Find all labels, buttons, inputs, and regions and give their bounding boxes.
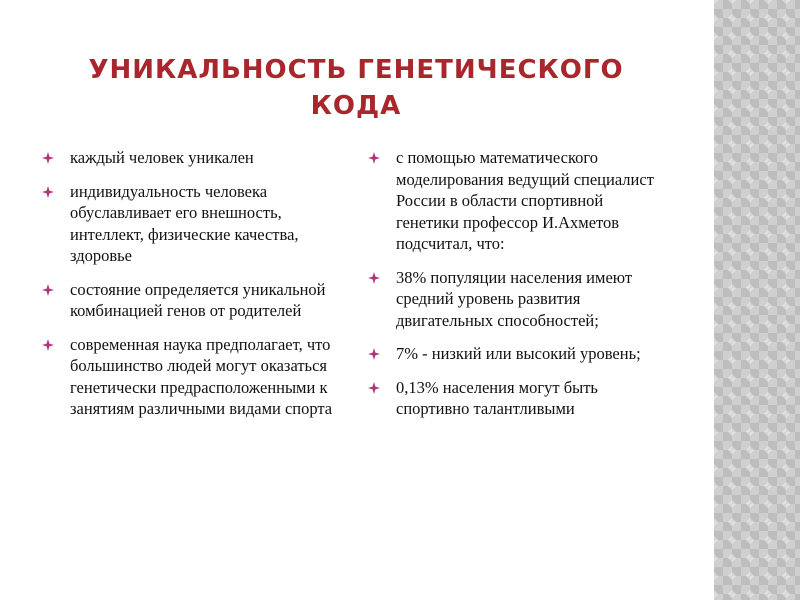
list-item-text: состояние определяется уникальной комбинацией генов от родителей xyxy=(70,279,326,320)
diamond-bullet-icon xyxy=(368,382,380,394)
list-item-text: 0,13% населения могут быть спортивно талантливыми xyxy=(396,377,598,418)
decorative-side-pattern xyxy=(714,0,800,600)
slide-title: УНИКАЛЬНОСТЬ ГЕНЕТИЧЕСКОГО КОДА xyxy=(88,55,624,121)
diamond-bullet-icon xyxy=(42,186,54,198)
diamond-bullet-icon xyxy=(42,152,54,164)
list-item xyxy=(368,267,668,332)
list-item-text: 38% популяции населения имеют средний уровень развития двигательных способностей; xyxy=(396,267,633,330)
list-item xyxy=(42,147,347,169)
diamond-bullet-icon xyxy=(368,152,380,164)
diamond-bullet-icon xyxy=(368,272,380,284)
list-item-text: современная наука предполагает, что большинство людей могут оказаться генетически предрасположенными к занятиям различными видами спорта xyxy=(70,334,333,418)
right-bullet-list xyxy=(368,147,668,432)
diamond-bullet-icon xyxy=(368,348,380,360)
list-item-text: 7% - низкий или высокий уровень; xyxy=(396,344,641,363)
list-item xyxy=(368,343,668,365)
diamond-bullet-icon xyxy=(42,339,54,351)
list-item-text: каждый человек уникален xyxy=(70,148,254,167)
left-bullet-list xyxy=(42,147,347,432)
list-item-text: с помощью математического моделирования ведущий специалист России в области спортивной генетики профессор И.Ахметов подсчитал, что: xyxy=(396,148,654,253)
diamond-bullet-icon xyxy=(42,284,54,296)
list-item xyxy=(42,334,347,420)
list-item xyxy=(42,181,347,267)
list-item-text: индивидуальность человека обуславливает его внешность, интеллект, физические качества, здоровье xyxy=(70,181,299,265)
list-item xyxy=(42,279,347,322)
list-item xyxy=(368,147,668,255)
list-item xyxy=(368,377,668,420)
